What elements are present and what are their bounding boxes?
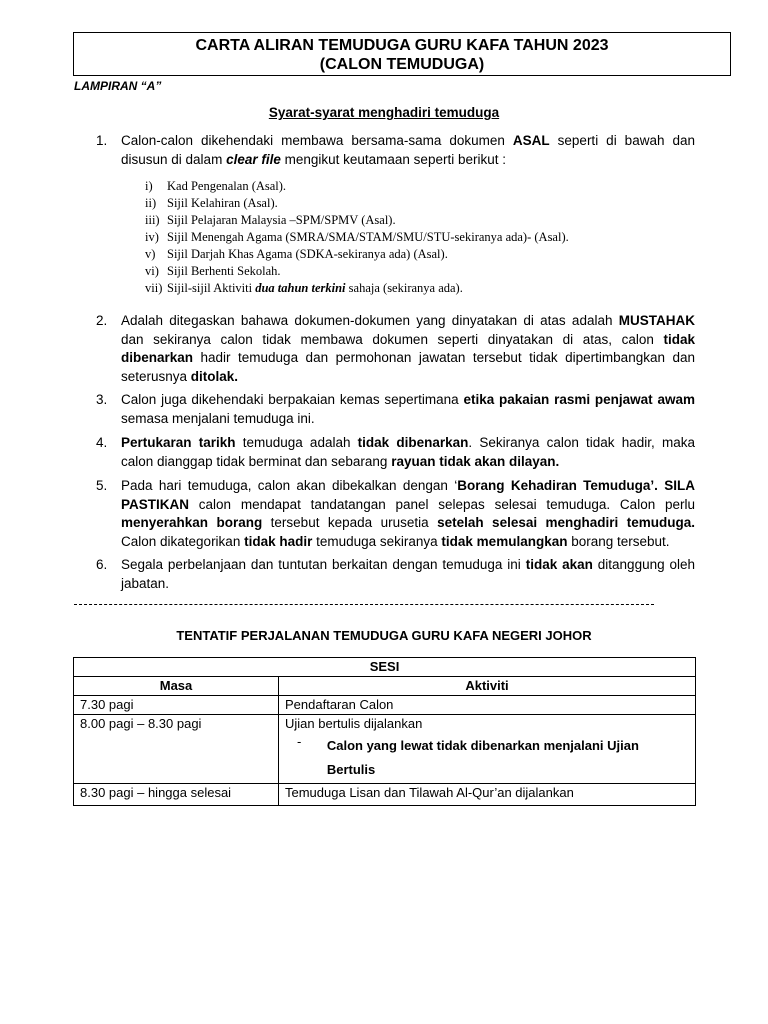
cell-aktiviti <box>279 715 696 784</box>
requirement-item-1: 1. Calon-calon dikehendaki membawa bersama-sama dokumen ASAL seperti di bawah dan disusun di dalam clear file mengikut keutamaan seperti berikut : <box>96 133 695 167</box>
document-item: i) Kad Pengenalan (Asal). <box>145 179 287 193</box>
cell-masa: 8.00 pagi – 8.30 pagi <box>74 715 279 784</box>
column-header-aktiviti: Aktiviti <box>279 677 696 696</box>
title-box <box>73 32 731 76</box>
section-divider <box>74 604 654 605</box>
document-item: ii) Sijil Kelahiran (Asal). <box>145 196 278 210</box>
cell-masa: 7.30 pagi <box>74 696 279 715</box>
document-list <box>145 178 569 297</box>
document-title: CARTA ALIRAN TEMUDUGA GURU KAFA TAHUN 2023 <box>195 37 609 54</box>
cell-masa: 8.30 pagi – hingga selesai <box>74 784 279 806</box>
document-item: iv) Sijil Menengah Agama (SMRA/SMA/STAM/SMU/STU-sekiranya ada)- (Asal). <box>145 230 569 244</box>
aktiviti-text: Ujian bertulis dijalankan <box>285 716 423 731</box>
dash-bullet: - <box>297 734 302 749</box>
requirement-item-6: 6. Segala perbelanjaan dan tuntutan berkaitan dengan temuduga ini tidak akan ditanggung oleh jabatan. <box>96 557 696 591</box>
table-header-row <box>74 658 696 677</box>
table-row <box>74 696 696 715</box>
requirement-item-2: 2. Adalah ditegaskan bahawa dokumen-dokumen yang dinyatakan di atas adalah MUSTAHAK dan sekiranya calon tidak membawa dokumen seperti dinyatakan di atas, calon tidak dibenarkan hadir temuduga dan permohonan jawatan tersebut tidak dipertimbangkan dan seterusnya ditolak. <box>96 313 695 384</box>
cell-aktiviti: Temuduga Lisan dan Tilawah Al-Qur’an dijalankan <box>279 784 696 806</box>
table-row <box>74 784 696 806</box>
lampiran-label: LAMPIRAN “A” <box>74 79 162 93</box>
cell-aktiviti: Pendaftaran Calon <box>279 696 696 715</box>
tentatif-heading: TENTATIF PERJALANAN TEMUDUGA GURU KAFA NEGERI JOHOR <box>176 628 592 643</box>
document-item: vii) Sijil-sijil Aktiviti dua tahun terkini sahaja (sekiranya ada). <box>145 281 463 295</box>
requirement-item-3: 3. Calon juga dikehendaki berpakaian kemas sepertimana etika pakaian rasmi penjawat awam semasa menjalani temuduga ini. <box>96 392 695 426</box>
table-row <box>74 715 696 784</box>
document-item: vi) Sijil Berhenti Sekolah. <box>145 264 281 278</box>
document-item: v) Sijil Darjah Khas Agama (SDKA-sekiranya ada) (Asal). <box>145 247 448 261</box>
note-line <box>285 734 689 782</box>
document-item: iii) Sijil Pelajaran Malaysia –SPM/SPMV (Asal). <box>145 213 396 227</box>
document-subtitle: (CALON TEMUDUGA) <box>319 56 485 73</box>
schedule-table <box>73 657 696 806</box>
table-header-row <box>74 677 696 696</box>
syarat-heading: Syarat-syarat menghadiri temuduga <box>268 105 500 120</box>
late-note: Calon yang lewat tidak dibenarkan menjalani Ujian Bertulis <box>326 738 639 777</box>
requirement-item-4: 4. Pertukaran tarikh temuduga adalah tidak dibenarkan. Sekiranya calon tidak hadir, maka calon dianggap tidak berminat dan sebarang rayuan tidak akan dilayan. <box>96 435 695 469</box>
session-header: SESI <box>74 658 696 677</box>
requirement-item-5: 5. Pada hari temuduga, calon akan dibekalkan dengan ‘Borang Kehadiran Temuduga’. SILA PASTIKAN calon mendapat tandatangan panel selepas selesai temuduga. Calon perlu menyerahkan borang tersebut kepada urusetia setelah selesai menghadiri temuduga. Calon dikategorikan tidak hadir temuduga sekiranya tidak memulangkan borang tersebut. <box>96 478 695 549</box>
column-header-masa: Masa <box>74 677 279 696</box>
